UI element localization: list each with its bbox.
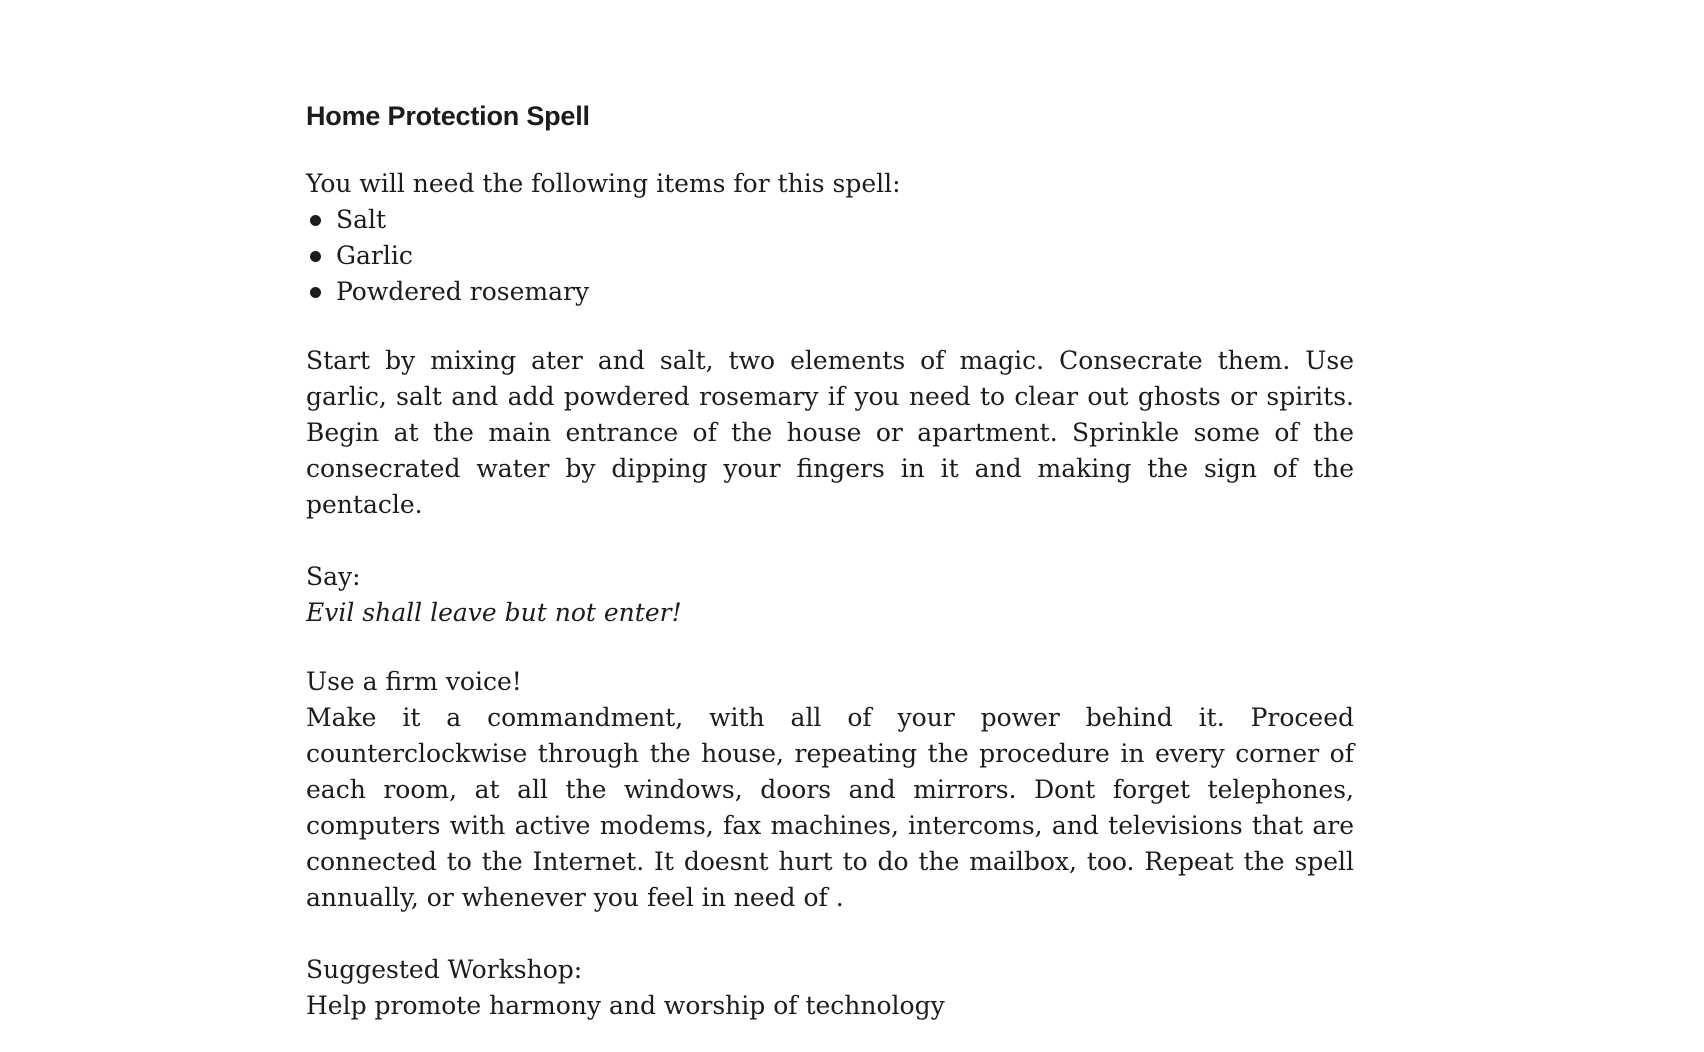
chant-text: Evil shall leave but not enter! — [306, 598, 682, 627]
document-title: Home Protection Spell — [306, 101, 590, 131]
instructions-paragraph: Start by mixing ater and salt, two elements of magic. Consecrate them. Use garlic, salt and add powdered rosemary if you need to clear out ghosts or spirits. Begin at the main entrance of the house or apartment. Sprinkle some of the consecrated water by dipping your fingers in it and making the sign of the pentacle. — [306, 346, 1354, 519]
bullet-icon — [310, 251, 321, 262]
workshop-text: Help promote harmony and worship of technology — [306, 991, 945, 1020]
items-list — [306, 202, 1354, 310]
say-block — [306, 559, 1354, 631]
firm-voice-text: Use a firm voice! — [306, 667, 522, 696]
list-item — [306, 202, 1354, 238]
say-label: Say: — [306, 562, 361, 591]
bullet-icon — [310, 287, 321, 298]
procedure-paragraph: Make it a commandment, with all of your power behind it. Proceed counterclockwise through the house, repeating the procedure in every corner of each room, at all the windows, doors and mirrors. Dont forget telephones, computers with active modems, fax machines, intercoms, and televisions that are connected to the Internet. It doesnt hurt to do the mailbox, too. Repeat the spell annually, or whenever you feel in need of . — [306, 703, 1354, 912]
list-item — [306, 274, 1354, 310]
list-item — [306, 238, 1354, 274]
list-item-label: Powdered rosemary — [336, 277, 590, 306]
list-item-label: Salt — [336, 205, 387, 234]
workshop-label: Suggested Workshop: — [306, 955, 583, 984]
document-page — [306, 96, 1354, 1024]
list-item-label: Garlic — [336, 241, 413, 270]
intro-text: You will need the following items for this spell: — [306, 169, 901, 198]
bullet-icon — [310, 215, 321, 226]
